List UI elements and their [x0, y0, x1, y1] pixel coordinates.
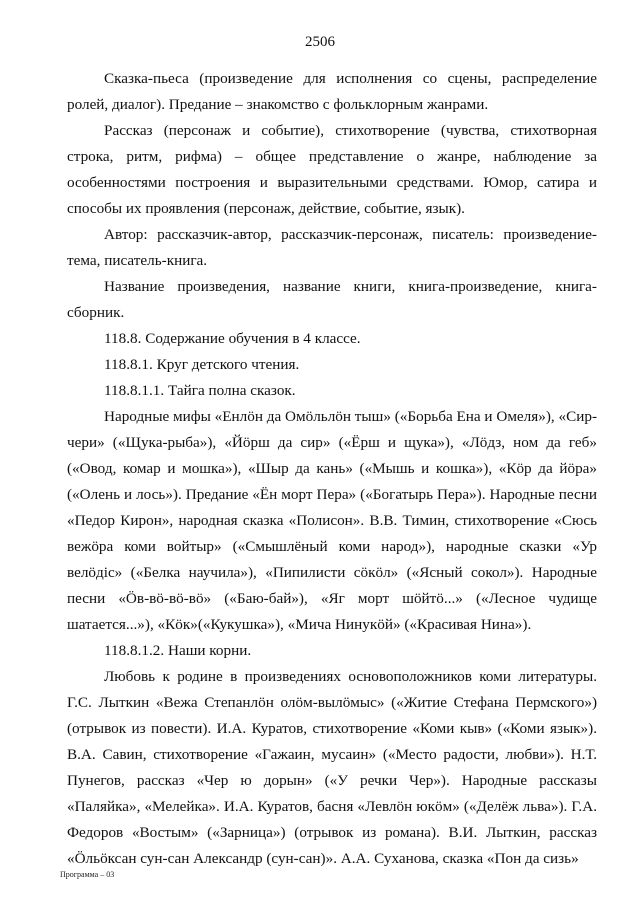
paragraph: Любовь к родине в произведениях основоположников коми литературы. Г.С. Лыткин «Вежа Степанлӧн олӧм-вылӧмыс» («Житие Стефана Пермского») (отрывок из повести). И.А. Куратов, стихотворение «Коми кыв» («Коми язык»). В.А. Савин, стихотворение «Гажаин, мусаин» («Место радости, любви»). Н.Т. Пунегов, рассказ «Чер ю дорын» («У речки Чер»). Народные рассказы «Паляйка», «Мелейка». И.А. Куратов, басня «Левлӧн юкӧм» («Делёж льва»). Г.А. Федоров «Востым» («Зарница») (отрывок из романа). В.И. Лыткин, рассказ «Ӧльӧксан сун-сан Александр (сун-сан)». А.А. Суханова, сказка «Пон да сизь» — [67, 668, 597, 867]
paragraph: Народные мифы «Енлӧн да Омӧльлӧн тыш» («Борьба Ена и Омеля»), «Сир-чери» («Щука-рыба»), «Йӧрш да сир» («Ёрш и щука»), «Лӧдз, ном да геб» («Овод, комар и мошка»), «Шыр да кань» («Мышь и кошка»), «Кӧр да йӧра» («Олень и лось»). Предание «Ён морт Пера» («Богатырь Пера»). Народные песни «Педор Кирон», народная сказка «Полисон». В.В. Тимин, стихотворение «Сюсь вежӧра коми войтыр» («Смышлёный коми народ»), народные сказки «Ур велӧдiс» («Белка научила»), «Пипилисти сӧкӧл» («Ясный сокол»). Народные песни «Ӧв-вӧ-вӧ-вӧ» («Баю-бай»), «Яг морт шӧйтӧ...» («Лесное чудище шатается...»), «Кӧк»(«Кукушка»), «Мича Нинукӧй» («Красивая Нина»). — [67, 408, 597, 633]
paragraph: Рассказ (персонаж и событие), стихотворение (чувства, стихотворная строка, ритм, рифма) – общее представление о жанре, наблюдение за особенностями построения и выразительными средствами. Юмор, сатира и способы их проявления (персонаж, действие, событие, язык). — [67, 122, 597, 217]
page-footer: Программа – 03 — [60, 870, 115, 879]
section-heading: 118.8. Содержание обучения в 4 классе. — [104, 330, 361, 347]
section-heading: 118.8.1.2. Наши корни. — [104, 642, 252, 659]
page-number: 2506 — [305, 34, 335, 50]
paragraph: Сказка-пьеса (произведение для исполнения со сцены, распределение ролей, диалог). Предание – знакомство с фольклорным жанрами. — [67, 70, 597, 113]
paragraph: Название произведения, название книги, книга-произведение, книга-сборник. — [67, 278, 597, 321]
paragraph: Автор: рассказчик-автор, рассказчик-персонаж, писатель: произведение-тема, писатель-книга. — [67, 226, 597, 269]
section-heading: 118.8.1. Круг детского чтения. — [104, 356, 300, 373]
document-body — [67, 66, 597, 872]
section-heading: 118.8.1.1. Тайга полна сказок. — [104, 382, 296, 399]
